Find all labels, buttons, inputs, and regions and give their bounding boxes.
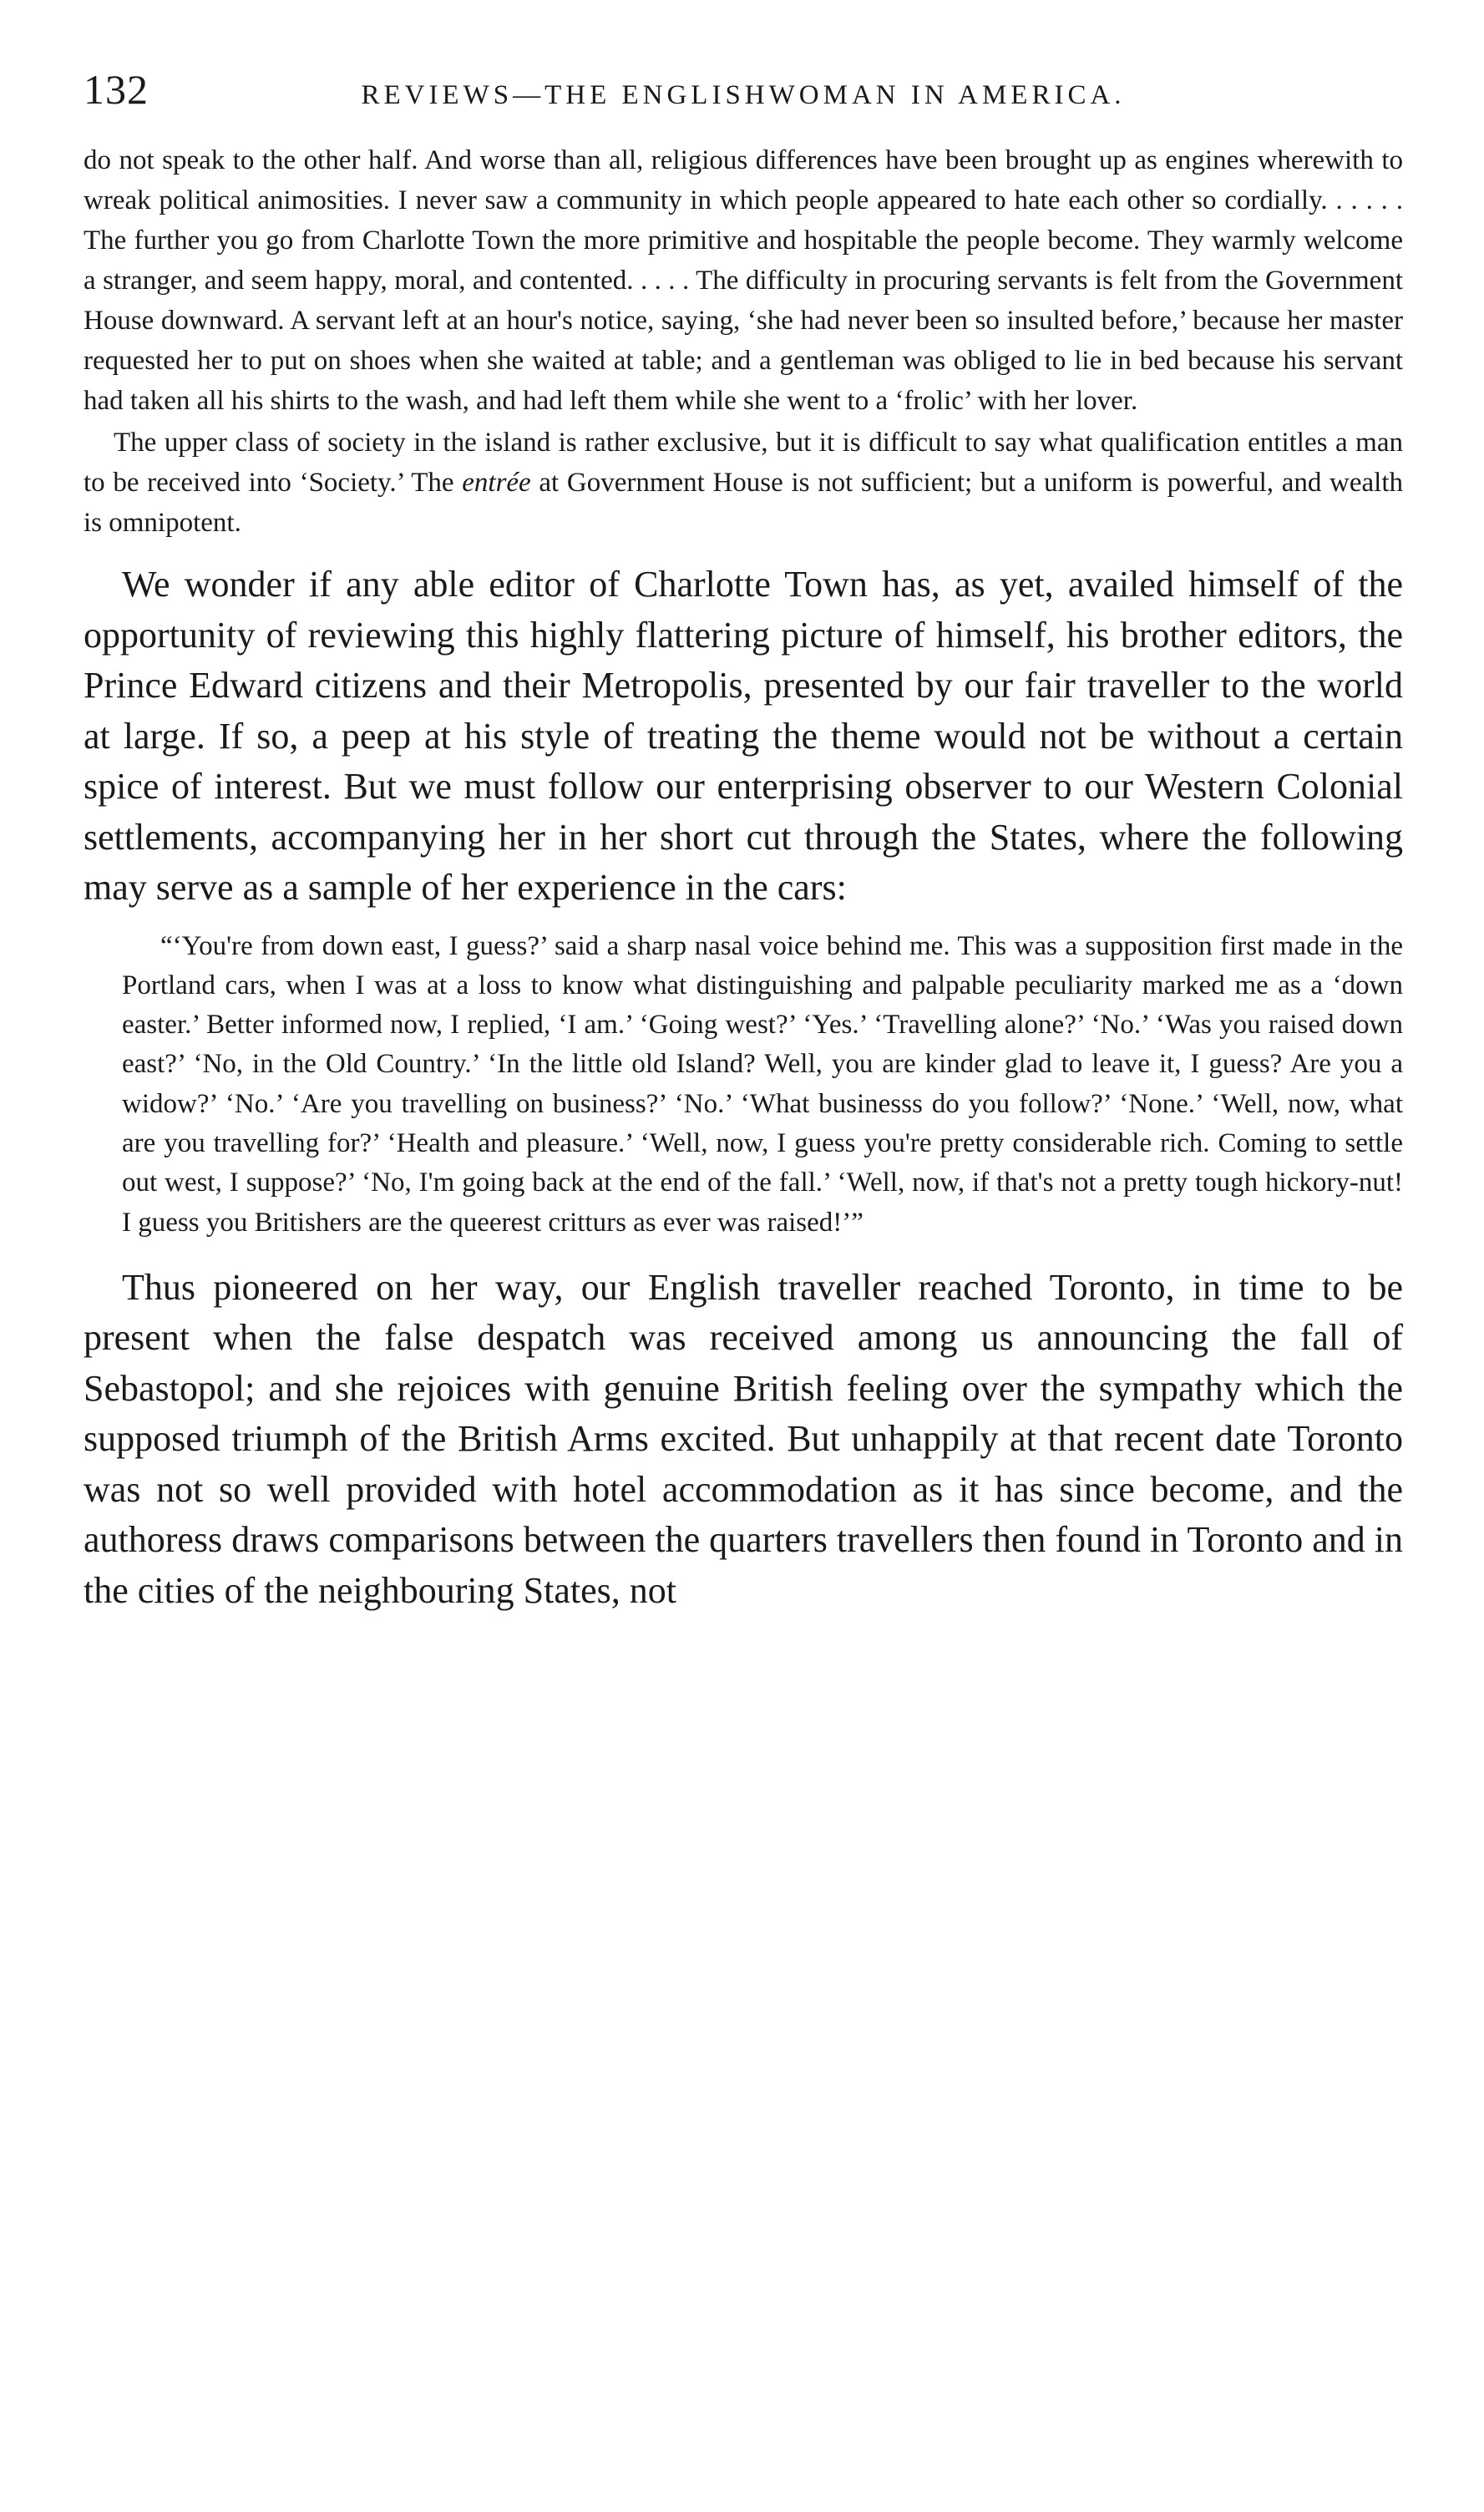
book-page — [84, 65, 1403, 1616]
quoted-dialogue-cars: “‘You're from down east, I guess?’ said a sharp nasal voice behind me. This was a supposition first made in the Portland cars, when I was at a loss to know what distinguishing and palpable peculiarity marked me as a ‘down easter.’ Better informed now, I replied, ‘I am.’ ‘Going west?’ ‘Yes.’ ‘Travelling alone?’ ‘No.’ ‘Was you raised down east?’ ‘No, in the Old Country.’ ‘In the little old Island? Well, you are kinder glad to leave it, I guess? Are you a widow?’ ‘No.’ ‘Are you travelling on business?’ ‘No.’ ‘What businesss do you follow?’ ‘None.’ ‘Well, now, what are you travelling for?’ ‘Health and pleasure.’ ‘Well, now, I guess you're pretty considerable rich. Coming to settle out west, I suppose?’ ‘No, I'm going back at the end of the fall.’ ‘Well, now, if that's not a pretty tough hickory-nut! I guess you Britishers are the queerest critturs as ever was raised!’” — [122, 930, 1403, 1238]
entree-italic: entrée — [462, 468, 531, 498]
running-header — [84, 65, 1403, 132]
quoted-paragraph-charlotte-town: do not speak to the other half. And worse than all, religious differences have been brought up as engines wherewith to wreak political animosities. I never saw a community in which people appeared to hate each other so cordially. . . . . . The further you go from Charlotte Town the more primitive and hospitable the people become. They warmly welcome a stranger, and seem happy, moral, and contented. . . . . The difficulty in procuring servants is felt from the Government House downward. A servant left at an hour's notice, saying, ‘she had never been so insulted before,’ because her master requested her to put on shoes when she waited at table; and a gentleman was obliged to lie in bed because his servant had taken all his shirts to the wash, and had left them while she went to a ‘frolic’ with her lover. — [84, 145, 1403, 416]
running-title: REVIEWS—THE ENGLISHWOMAN IN AMERICA. — [361, 80, 1126, 110]
quoted-paragraph-society — [84, 423, 1403, 543]
body-paragraph-editor: We wonder if any able editor of Charlotte Town has, as yet, availed himself of the opportunity of reviewing this highly flattering picture of himself, his brother editors, the Prince Edward citizens and their Metropolis, presented by our fair traveller to the world at large. If so, a peep at his style of treating the theme would not be without a certain spice of interest. But we must follow our enterprising observer to our Western Colonial settlements, accompanying her in her short cut through the States, where the following may serve as a sample of her experience in the cars: — [84, 564, 1403, 908]
society-text-start: The upper class of society in the island is rather exclusive, but it is difficult to say what qualification entitles a man to be received into ‘Society.’ The — [84, 428, 1403, 498]
body-paragraph-toronto: Thus pioneered on her way, our English traveller reached Toronto, in time to be present when the false despatch was received among us announcing the fall of Sebastopol; and she rejoices with genuine British feeling over the sympathy which the supposed triumph of the British Arms excited. But unhappily at that recent date Toronto was not so well provided with hotel accommodation as it has since become, and the authoress draws comparisons between the quarters travellers then found in Toronto and in the cities of the neighbouring States, not — [84, 1266, 1403, 1611]
society-text-end: at Government House is not sufficient; but a uniform is powerful, and wealth is omnipotent. — [84, 468, 1403, 538]
page-number: 132 — [84, 66, 149, 113]
